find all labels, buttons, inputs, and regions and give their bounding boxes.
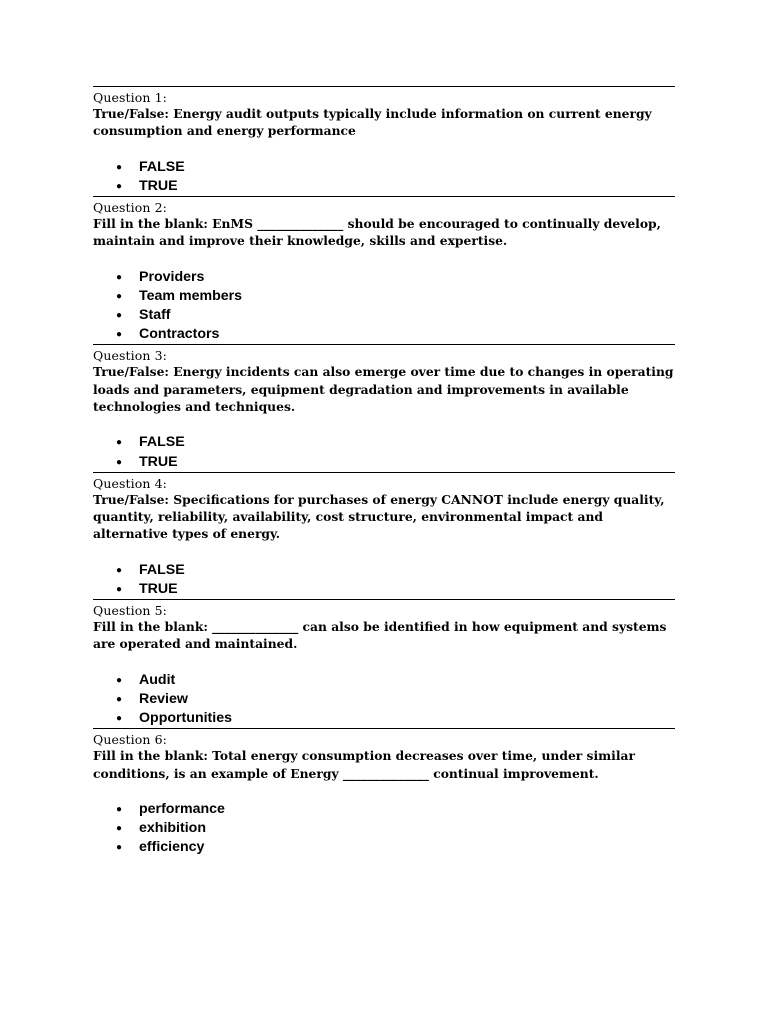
bullet-icon: ● [116, 842, 123, 854]
answer-option [93, 800, 675, 819]
answer-option-label: Providers [139, 268, 205, 285]
answer-option [93, 709, 675, 728]
bullet-icon: ● [116, 803, 123, 815]
answer-option-label: exhibition [139, 820, 206, 836]
bullet-icon: ● [116, 310, 123, 321]
bullet-icon: ● [116, 564, 123, 576]
answer-option-label: Team members [139, 287, 243, 304]
answer-option-label: TRUE [139, 177, 178, 194]
answer-option [93, 306, 675, 325]
answer-option-label: Review [139, 690, 188, 707]
question-text: Fill in the blank: ______________ can also be identified in how equipment and systems are operated and maintained. [93, 619, 667, 652]
answer-option-label: Audit [139, 671, 176, 688]
answer-option-label: FALSE [139, 561, 185, 578]
answer-option-label: Staff [139, 307, 171, 323]
answer-option-label: Contractors [139, 326, 220, 343]
bullet-icon: ● [116, 713, 123, 724]
answer-option [93, 671, 675, 690]
answer-option-label: TRUE [139, 580, 178, 597]
answer-options [93, 433, 675, 471]
question-block-4 [93, 472, 675, 599]
bullet-icon: ● [116, 674, 123, 686]
question-block-3 [93, 344, 675, 471]
question-text: True/False: Energy audit outputs typically include information on current energy consumption and energy performance [93, 106, 652, 139]
bullet-icon: ● [116, 180, 123, 192]
answer-option [93, 580, 675, 599]
question-number: Question 5: [93, 603, 167, 618]
answer-option [93, 287, 675, 306]
question-number: Question 3: [93, 348, 167, 364]
question-block-1 [93, 86, 675, 196]
answer-option [93, 453, 675, 472]
answer-option-label: Opportunities [139, 710, 233, 726]
question-block-6 [93, 728, 675, 857]
answer-option-label: TRUE [139, 453, 178, 470]
answer-option [93, 819, 675, 838]
bullet-icon: ● [116, 271, 123, 283]
bullet-icon: ● [116, 456, 123, 468]
answer-options [93, 671, 675, 729]
answer-option [93, 838, 675, 857]
bullet-icon: ● [116, 161, 123, 173]
question-block-5 [93, 599, 675, 728]
answer-option-label: FALSE [139, 434, 185, 451]
answer-option [93, 325, 675, 344]
question-text: True/False: Specifications for purchases of energy CANNOT include energy quality, quantity, reliability, availability, cost structure, environmental impact and alternative types of energy. [93, 491, 665, 542]
question-text: Fill in the blank: Total energy consumption decreases over time, under similar conditions, is an example of Energy ______________ continual improvement. [93, 748, 635, 781]
answer-options [93, 561, 675, 599]
answer-option-label: efficiency [139, 839, 205, 856]
answer-option [93, 158, 675, 177]
bullet-icon: ● [116, 823, 123, 834]
answer-option-label: performance [139, 800, 225, 817]
answer-options [93, 268, 675, 345]
answer-option [93, 177, 675, 196]
bullet-icon: ● [116, 583, 123, 595]
answer-option [93, 433, 675, 452]
answer-option-label: FALSE [139, 158, 185, 175]
question-number: Question 4: [93, 475, 167, 491]
answer-options [93, 800, 675, 858]
answer-option [93, 268, 675, 287]
question-number: Question 2: [93, 200, 167, 215]
answer-option [93, 690, 675, 709]
question-block-2 [93, 196, 675, 344]
answer-options [93, 158, 675, 196]
question-number: Question 1: [93, 90, 167, 105]
quiz-document [93, 86, 675, 857]
bullet-icon: ● [116, 290, 123, 302]
question-number: Question 6: [93, 732, 167, 748]
answer-option [93, 561, 675, 580]
question-text: True/False: Energy incidents can also emerge over time due to changes in operating loads and parameters, equipment degradation and improvements in available technologies and techniques. [93, 364, 674, 414]
bullet-icon: ● [116, 437, 123, 449]
bullet-icon: ● [116, 693, 123, 705]
bullet-icon: ● [116, 329, 123, 341]
question-text: Fill in the blank: EnMS ______________ should be encouraged to continually develop, maintain and improve their knowledge, skills and expertise. [93, 216, 661, 249]
